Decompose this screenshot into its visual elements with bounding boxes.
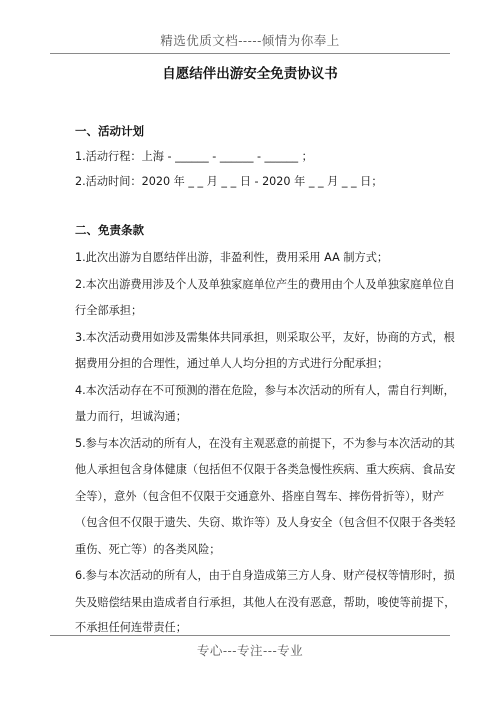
paragraph-line: 2.本次出游费用涉及个人及单独家庭单位产生的费用由个人及单独家庭单位自 [75,278,455,291]
paragraph-line: 1.此次出游为自愿结伴出游，非盈利性，费用采用 AA 制方式； [75,251,389,264]
page-header: 精选优质文档-----倾情为你奉上 [160,33,340,48]
paragraph-line: 他人承担包含身体健康（包括但不仅限于各类急慢性疾病、重大疾病、食品安 [75,463,456,476]
paragraph-line: 5.参与本次活动的所有人，在没有主观恶意的前提下，不为参与本次活动的其 [75,437,455,450]
paragraph-line: 重伤、死亡等）的各类风险； [75,543,221,556]
section-heading-disclaimer: 二、免责条款 [75,223,144,237]
paragraph-line: 6.参与本次活动的所有人，由于自身造成第三方人身、财产侵权等情形时，损 [75,569,455,582]
paragraph-line: （包含但不仅限于遗失、失窃、欺诈等）及人身安全（包含但不仅限于各类轻 [75,516,456,529]
page-footer: 专心---专注---专业 [196,643,304,658]
paragraph-line: 失及赔偿结果由造成者自行承担，其他人在没有恶意，帮助，唆使等前提下， [75,596,456,609]
paragraph-line: 4.本次活动存在不可预测的潜在危险，参与本次活动的所有人，需自行判断， [75,384,455,397]
paragraph-line: 不承担任何连带责任； [75,621,187,634]
document-title: 自愿结伴出游安全免责协议书 [162,66,338,82]
paragraph-line: 行全部承担； [75,304,143,317]
paragraph-line: 2.活动时间：2020 年 _ _ 月 _ _ 日 - 2020 年 _ _ 月 _ _ 日； [75,175,383,188]
section-heading-activity-plan: 一、活动计划 [75,124,144,138]
paragraph-line: 全等），意外（包含但不仅限于交通意外、搭座自驾车、摔伤骨折等），财产 [75,490,445,503]
header-divider [50,53,450,54]
footer-divider [50,635,450,636]
paragraph-line: 3.本次活动费用如涉及需集体共同承担，则采取公平，友好，协商的方式，根 [75,331,455,344]
paragraph-line: 据费用分担的合理性，通过单人人均分担的方式进行分配承担； [75,357,389,370]
paragraph-line: 量力而行，坦诚沟通； [75,410,187,423]
paragraph-line: 1.活动行程：上海 - ______ - ______ - ______ ； [75,150,313,163]
